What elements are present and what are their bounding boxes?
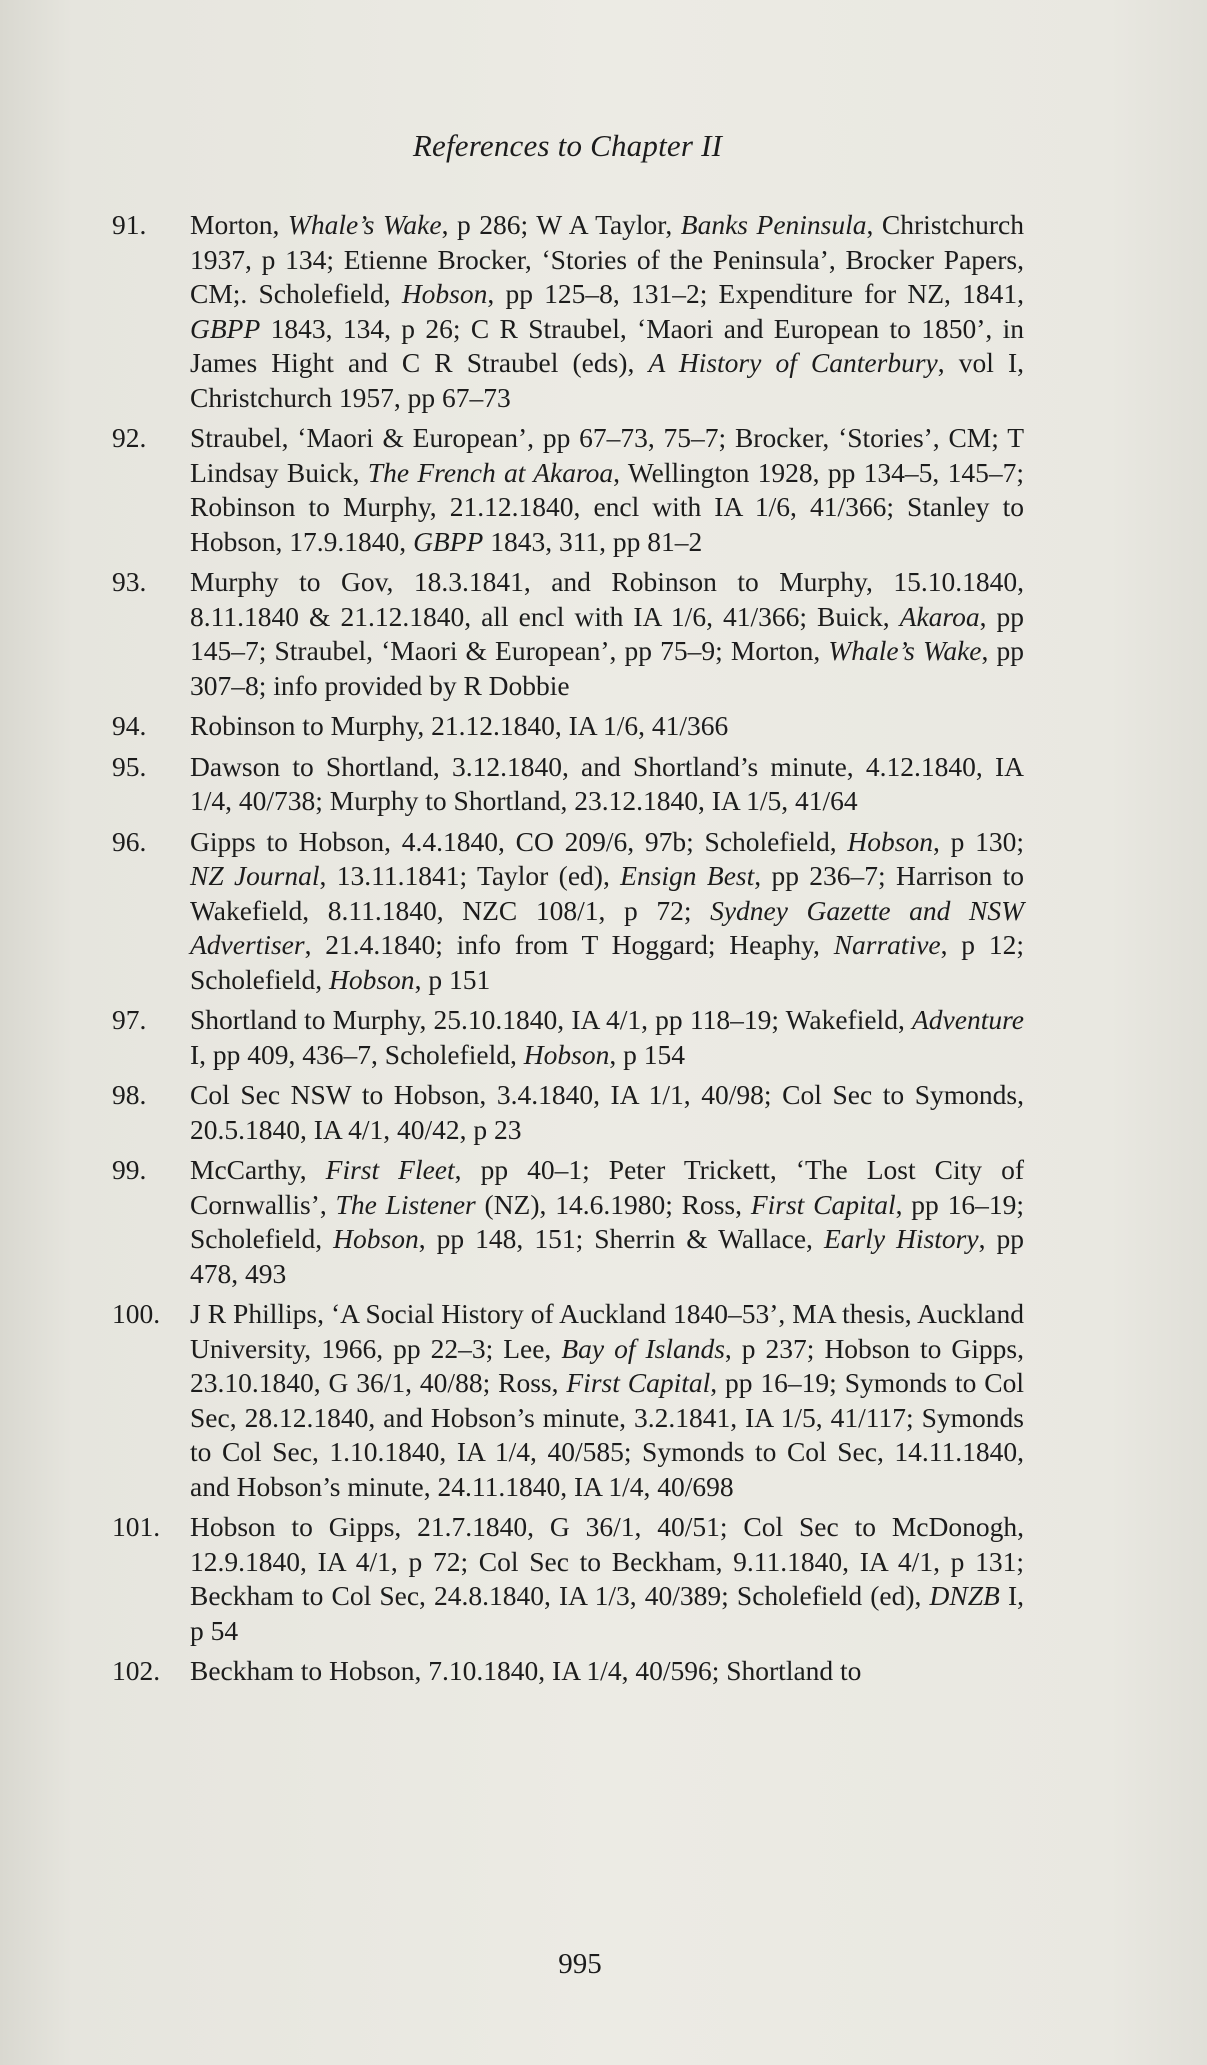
citation-text: I, pp 409, 436–7, Scholefield, — [190, 1038, 524, 1070]
reference-entry — [112, 709, 1024, 744]
citation-text: , 13.11.1841; Taylor (ed), — [319, 860, 621, 891]
citation-text: 1843, 311, pp 81–2 — [483, 525, 703, 557]
italic-title: NZ Journal — [190, 860, 320, 891]
citation-text: Murphy to Gov, 18.3.1841, and Robinson to Murphy, 15.10.1840, 8.11.1840 & 21.12.1840, all encl with IA 1/6, 41/366; Buick, — [190, 566, 1024, 632]
italic-title: Hobson — [329, 963, 415, 995]
reference-text — [190, 750, 1024, 819]
reference-text — [190, 1297, 1024, 1504]
citation-text: , p 151 — [414, 963, 491, 995]
reference-entry — [112, 565, 1024, 703]
italic-title: First Capital — [750, 1188, 896, 1220]
italic-title: Bay of Islands — [561, 1332, 725, 1364]
italic-title: Sydney Gazette and NSW Advertiser — [190, 894, 1024, 960]
italic-title: Hobson — [847, 825, 933, 857]
italic-title: First Capital — [566, 1367, 711, 1398]
reference-number: 92. — [112, 422, 147, 453]
reference-entry — [112, 750, 1024, 819]
reference-entry — [112, 1078, 1024, 1147]
reference-text — [190, 1654, 1024, 1689]
italic-title: Narrative — [833, 929, 941, 960]
reference-number: 93. — [112, 566, 147, 597]
citation-text: Robinson to Murphy, 21.12.1840, IA 1/6, 41/366 — [190, 710, 729, 741]
reference-number: 100. — [112, 1298, 161, 1329]
italic-title: A History of Canterbury — [648, 347, 938, 378]
reference-number: 91. — [112, 209, 147, 240]
reference-number: 97. — [112, 1004, 147, 1035]
reference-entry — [112, 208, 1024, 415]
reference-text — [190, 1153, 1024, 1291]
reference-entry — [112, 1003, 1024, 1072]
reference-entry — [112, 825, 1024, 998]
reference-entry — [112, 1153, 1024, 1291]
reference-entry — [112, 421, 1024, 559]
reference-entry — [112, 1297, 1024, 1504]
citation-text: , p 237; Hobson to Gipps, 23.10.1840, G 36/1, 40/88; Ross, — [190, 1332, 1024, 1398]
reference-text — [190, 825, 1024, 998]
italic-title: The Listener — [335, 1188, 476, 1220]
italic-title: GBPP — [190, 312, 261, 344]
citation-text: , pp 125–8, 131–2; Expenditure for NZ, 1841, — [487, 278, 1024, 309]
citation-text: , p 130; — [932, 825, 1024, 857]
italic-title: Early History — [823, 1223, 979, 1254]
citation-text: , pp 478, 493 — [190, 1223, 1024, 1289]
reference-number: 96. — [112, 825, 147, 857]
citation-text: , pp 148, 151; Sherrin & Wallace, — [418, 1223, 824, 1254]
citation-text: McCarthy, — [190, 1154, 326, 1185]
reference-text — [190, 208, 1024, 415]
citation-text: Beckham to Hobson, 7.10.1840, IA 1/4, 40/596; Shortland to — [190, 1655, 862, 1686]
citation-text: , p 12; Scholefield, — [190, 929, 1024, 995]
italic-title: Hobson — [333, 1223, 419, 1254]
italic-title: GBPP — [413, 525, 484, 557]
citation-text: , vol I, Christchurch 1957, pp 67–73 — [190, 347, 1024, 413]
citation-text: Morton, — [190, 209, 288, 240]
citation-text: 1843, 134, p 26; C R Straubel, ‘Maori and European to 1850’, in James Hight and C R Straubel (eds), — [190, 312, 1024, 378]
reference-number: 94. — [112, 710, 147, 741]
italic-title: Whale’s Wake — [828, 635, 982, 666]
italic-title: Hobson — [401, 278, 488, 309]
reference-text — [190, 1003, 1024, 1072]
page-number: 995 — [558, 1948, 602, 1980]
citation-text: , p 154 — [609, 1038, 685, 1070]
reference-number: 99. — [112, 1154, 147, 1185]
reference-entry — [112, 1510, 1024, 1648]
reference-text — [190, 565, 1024, 703]
citation-text: Shortland to Murphy, 25.10.1840, IA 4/1, pp 118–19; Wakefield, — [190, 1004, 912, 1035]
reference-number: 98. — [112, 1079, 147, 1110]
reference-number: 102. — [112, 1655, 161, 1686]
italic-title: Hobson — [523, 1038, 610, 1070]
citation-text: (NZ), 14.6.1980; Ross, — [475, 1188, 751, 1220]
citation-text: I, p 54 — [190, 1580, 1024, 1646]
citation-text: Straubel, ‘Maori & European’, pp 67–73, 75–7; Brocker, ‘Stories’, CM; T Lindsay Buick, — [190, 422, 1024, 488]
italic-title: Akaroa — [899, 600, 980, 632]
reference-list — [112, 208, 1024, 1695]
reference-text — [190, 1510, 1024, 1648]
italic-title: Banks Peninsula — [680, 209, 867, 240]
citation-text: , pp 236–7; Harrison to Wakefield, 8.11.1840, NZC 108/1, p 72; — [190, 860, 1024, 926]
citation-text: , p 286; W A Taylor, — [441, 209, 681, 240]
citation-text: , pp 40–1; Peter Trickett, ‘The Lost City of Cornwallis’, — [190, 1154, 1024, 1220]
running-header: References to Chapter II — [412, 128, 723, 163]
reference-number: 95. — [112, 750, 147, 782]
reference-text — [190, 1078, 1024, 1147]
citation-text: , Christchurch 1937, p 134; Etienne Brocker, ‘Stories of the Peninsula’, Brocker Papers, CM;. Scholefield, — [190, 209, 1024, 309]
citation-text: , pp 16–19; Symonds to Col Sec, 28.12.1840, and Hobson’s minute, 3.2.1841, IA 1/5, 41/117; Symonds to Col Sec, 1.10.1840, IA 1/4, 40/585; Symonds to Col Sec, 14.11.1840, and Hobson’s minute, 24.11.1840, IA 1/4, 40/698 — [190, 1367, 1025, 1502]
reference-text — [190, 421, 1024, 559]
italic-title: DNZB — [929, 1580, 1000, 1611]
citation-text: Col Sec NSW to Hobson, 3.4.1840, IA 1/1, 40/98; Col Sec to Symonds, 20.5.1840, IA 4/1, 40/42, p 23 — [190, 1079, 1024, 1145]
reference-text — [190, 709, 1024, 744]
citation-text: , Wellington 1928, pp 134–5, 145–7; Robinson to Murphy, 21.12.1840, encl with IA 1/6, 41/366; Stanley to Hobson, 17.9.1840, — [190, 456, 1024, 557]
citation-text: Gipps to Hobson, 4.4.1840, CO 209/6, 97b; Scholefield, — [190, 825, 848, 857]
reference-entry — [112, 1654, 1024, 1689]
citation-text: Hobson to Gipps, 21.7.1840, G 36/1, 40/51; Col Sec to McDonogh, 12.9.1840, IA 4/1, p 72; Col Sec to Beckham, 9.11.1840, IA 4/1, p 131; Beckham to Col Sec, 24.8.1840, IA 1/3, 40/389; Scholefield (ed), — [190, 1511, 1024, 1611]
citation-text: , pp 16–19; Scholefield, — [190, 1188, 1024, 1254]
reference-number: 101. — [112, 1511, 161, 1542]
italic-title: Whale’s Wake — [287, 209, 442, 240]
italic-title: First Fleet — [325, 1154, 455, 1185]
citation-text: Dawson to Shortland, 3.12.1840, and Shortland’s minute, 4.12.1840, IA 1/4, 40/738; Murphy to Shortland, 23.12.1840, IA 1/5, 41/64 — [190, 750, 1024, 816]
citation-text: , pp 145–7; Straubel, ‘Maori & European’, pp 75–9; Morton, — [190, 600, 1024, 666]
citation-text: , 21.4.1840; info from T Hoggard; Heaphy, — [304, 929, 834, 960]
citation-text: J R Phillips, ‘A Social History of Auckland 1840–53’, MA thesis, Auckland University, 1966, pp 22–3; Lee, — [190, 1298, 1024, 1364]
italic-title: Adventure — [912, 1004, 1024, 1035]
citation-text: , pp 307–8; info provided by R Dobbie — [190, 635, 1024, 701]
italic-title: The French at Akaroa — [367, 456, 614, 488]
italic-title: Ensign Best — [620, 860, 755, 891]
